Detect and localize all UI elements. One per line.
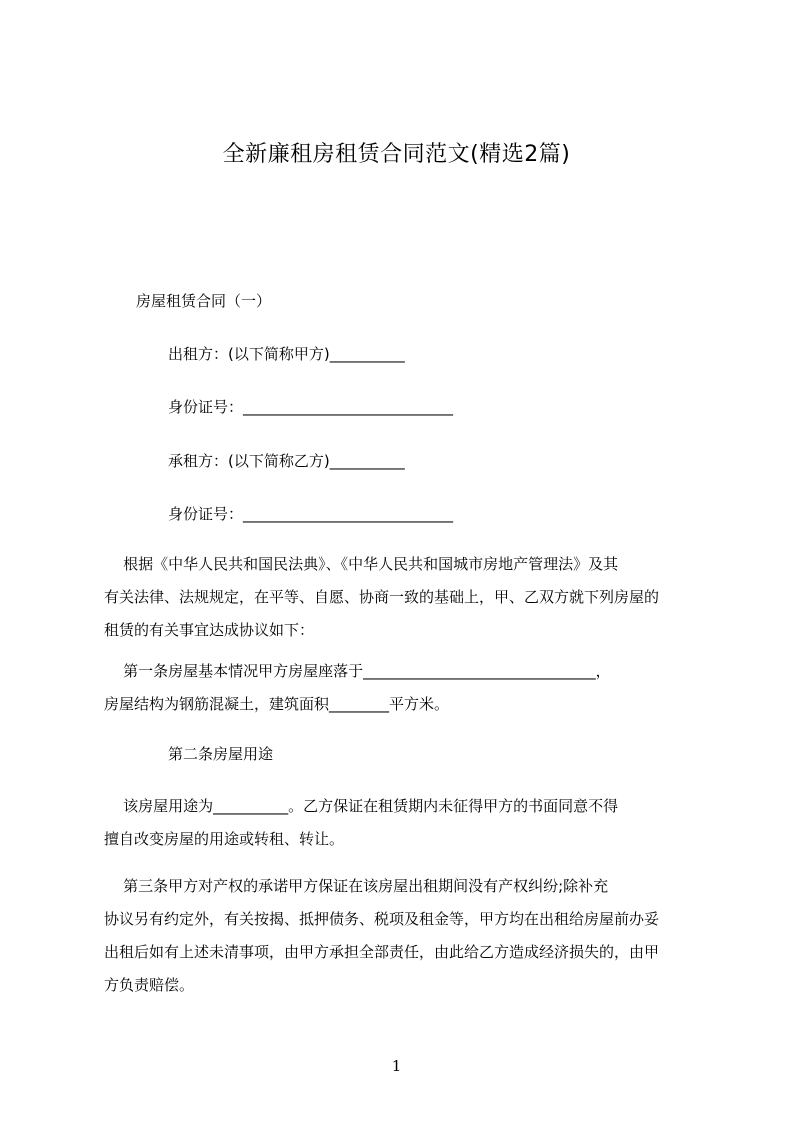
section-heading: 房屋租赁合同（一） xyxy=(136,292,272,310)
paragraph-line: 房屋结构为钢筋混凝土，建筑面积________平方米。 xyxy=(104,695,450,713)
lessee-field: 承租方：(以下简称乙方)__________ xyxy=(168,452,405,470)
lessor-id-field: 身份证号：____________________________ xyxy=(168,398,454,416)
article-1-paragraph xyxy=(104,655,698,721)
article-3-paragraph xyxy=(104,870,698,1002)
article-2-paragraph xyxy=(104,790,698,856)
paragraph-line: 协议另有约定外，有关按揭、抵押债务、税项及租金等，甲方均在出租给房屋前办妥 xyxy=(104,910,660,928)
lessee-id-field: 身份证号：____________________________ xyxy=(168,505,454,523)
document-title: 全新廉租房租赁合同范文(精选2篇) xyxy=(222,142,571,167)
paragraph-line: 第三条甲方对产权的承诺甲方保证在该房屋出租期间没有产权纠纷;除补充 xyxy=(104,877,609,895)
lessor-field: 出租方：(以下简称甲方)__________ xyxy=(168,345,405,363)
paragraph-line: 方负责赔偿。 xyxy=(104,976,195,994)
paragraph-line: 有关法律、法规规定，在平等、自愿、协商一致的基础上，甲、乙双方就下列房屋的 xyxy=(104,588,660,606)
page-number: 1 xyxy=(391,1057,402,1075)
paragraph-line: 该房屋用途为__________。乙方保证在租赁期内未征得甲方的书面同意不得 xyxy=(104,797,619,815)
paragraph-line: 擅自改变房屋的用途或转租、转让。 xyxy=(104,830,345,848)
paragraph-line: 第一条房屋基本情况甲方房屋座落于_______________________________， xyxy=(104,662,611,680)
preamble-paragraph xyxy=(104,548,698,647)
article-2-heading: 第二条房屋用途 xyxy=(168,745,274,763)
paragraph-line: 租赁的有关事宜达成协议如下： xyxy=(104,621,315,639)
paragraph-line: 根据《中华人民共和国民法典》、《中华人民共和国城市房地产管理法》及其 xyxy=(104,555,619,573)
paragraph-line: 出租后如有上述未清事项，由甲方承担全部责任，由此给乙方造成经济损失的，由甲 xyxy=(104,943,660,961)
